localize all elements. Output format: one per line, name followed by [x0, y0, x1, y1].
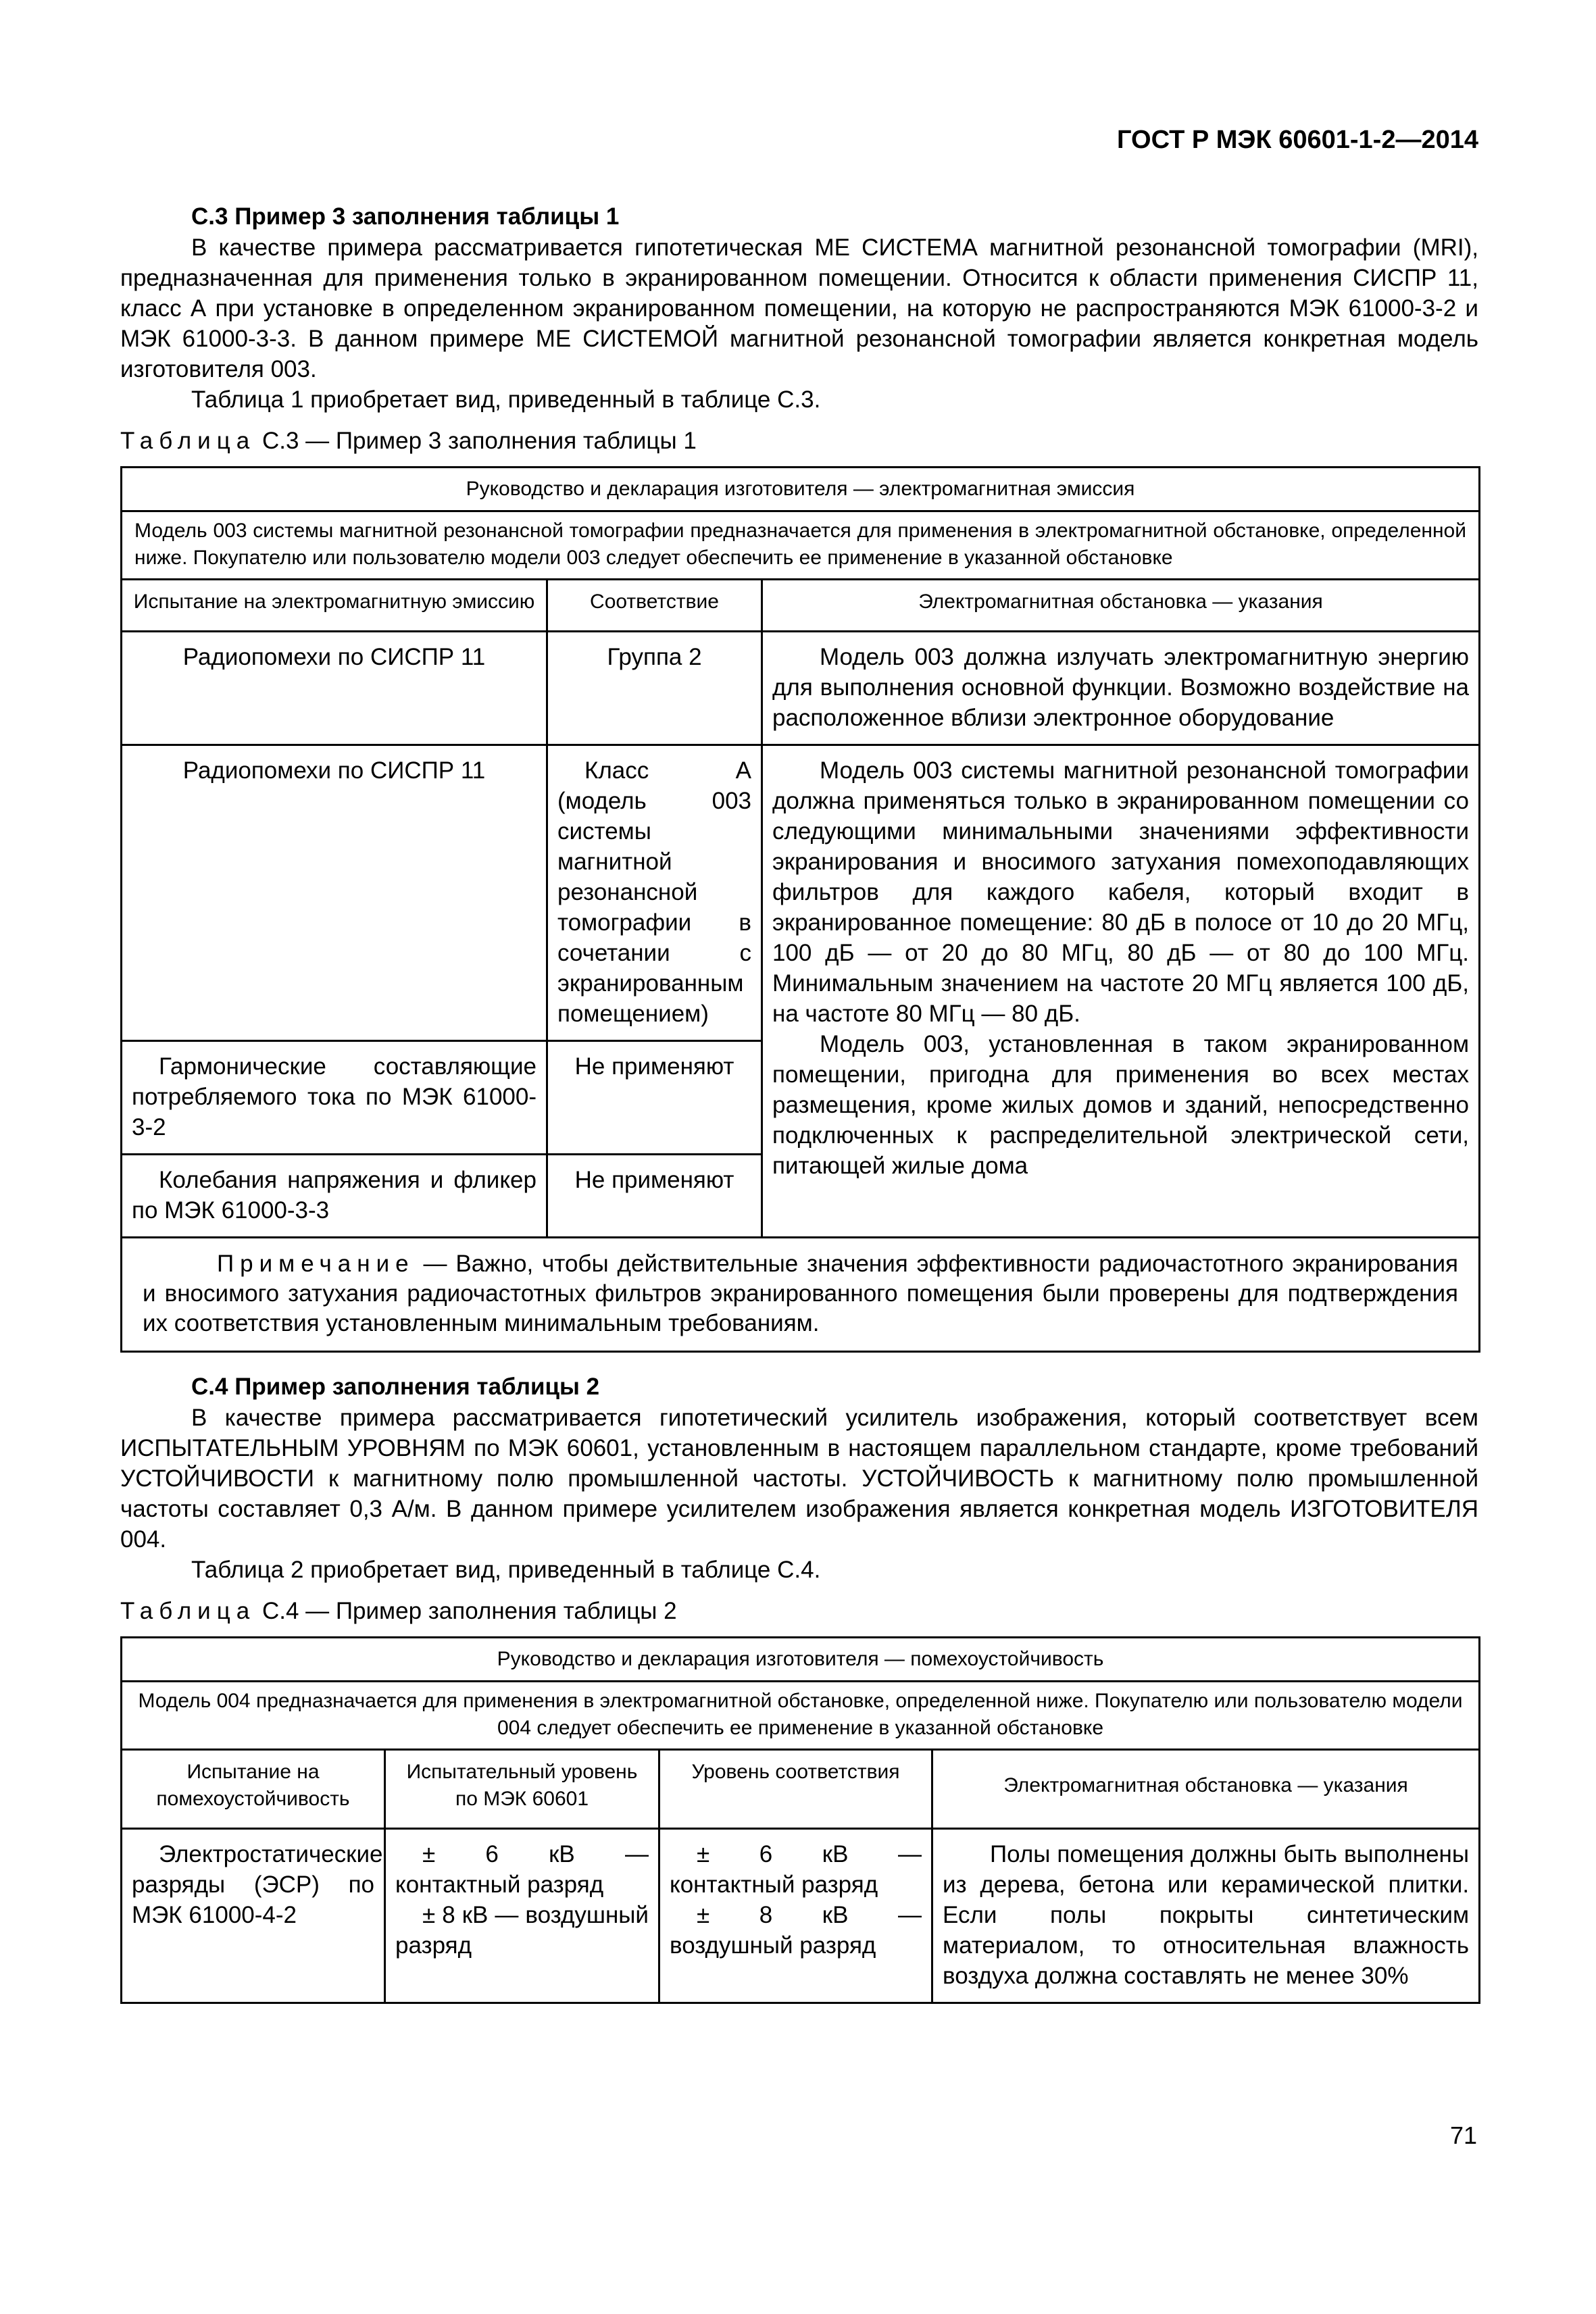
- note-text: — Важно, чтобы действительные значения эффективности радиочастотного экранирования и вносимого затухания радиочастотных фильтров экранированного помещения были проверены для подтверждения их соответствия установленным минимальным требованиям.: [143, 1251, 1459, 1336]
- table-header-row: [122, 1750, 1480, 1829]
- table-intro: Модель 004 предназначается для применения в электромагнитной обстановке, определенной ниже. Покупателю или пользователю модели 004 следует обеспечить ее применение в указанной обстановке: [122, 1682, 1480, 1750]
- paragraph: Таблица 2 приобретает вид, приведенный в таблице С.4.: [191, 1557, 821, 1583]
- caption-word: Таблица: [120, 1598, 256, 1624]
- column-header: Испытание на электромагнитную эмиссию: [122, 580, 547, 632]
- table-cell: [385, 1829, 659, 2003]
- table-title-row: [122, 1638, 1480, 1682]
- table-note-row: [122, 1238, 1480, 1352]
- paragraph: В качестве примера рассматривается гипотетический усилитель изображения, который соответствует всем ИСПЫТАТЕЛЬНЫМ УРОВНЯМ по МЭК 60601, установленным в настоящем параллельном стандарте, кроме требований УСТОЙЧИВОСТИ к магнитному полю промышленной частоты. УСТОЙЧИВОСТЬ к магнитному полю промышленной частоты составляет 0,3 А/м. В данном примере усилителем изображения является конкретная модель ИЗГОТОВИТЕЛЯ 004.: [120, 1405, 1478, 1553]
- table-cell: Полы помещения должны быть выполнены из дерева, бетона или керамической плитки. Если полы покрыты синтетическим материалом, то относительная влажность воздуха должна составлять не менее 30%: [932, 1829, 1480, 2003]
- column-header: Соответствие: [547, 580, 762, 632]
- test-level-line: ± 8 кВ — воздушный разряд: [395, 1902, 649, 1959]
- table-caption-c3: [120, 426, 1478, 457]
- table-caption-c4: [120, 1596, 1478, 1627]
- table-row: [122, 745, 1480, 1041]
- table-cell: [659, 1829, 932, 2003]
- table-cell: Группа 2: [547, 632, 762, 745]
- table-c3: [120, 466, 1480, 1353]
- caption-word: Таблица: [120, 428, 256, 454]
- paragraph: В качестве примера рассматривается гипотетическая МЕ СИСТЕМА магнитной резонансной томографии (MRI), предназначенная для применения только в экранированном помещении. Относится к области применения СИСПР 11, класс А при установке в определенном экранированном помещении, на которую не распространяются МЭК 61000-3-2 и МЭК 61000-3-3. В данном примере МЕ СИСТЕМОЙ магнитной резонансной томографии является конкретная модель изготовителя 003.: [120, 234, 1478, 382]
- table-title: Руководство и декларация изготовителя — электромагнитная эмиссия: [122, 468, 1480, 511]
- column-header: Электромагнитная обстановка — указания: [762, 580, 1480, 632]
- column-header: Испытание на помехоустойчивость: [122, 1750, 385, 1829]
- test-level-line: ± 6 кВ — контактный разряд: [395, 1841, 649, 1898]
- table-cell: Радиопомехи по СИСПР 11: [122, 745, 547, 1041]
- compliance-line: ± 6 кВ — контактный разряд: [670, 1841, 922, 1898]
- caption-text: С.4 — Пример заполнения таблицы 2: [255, 1598, 677, 1624]
- table-intro-row: [122, 1682, 1480, 1750]
- guidance-paragraph: Модель 003 системы магнитной резонансной томографии должна применяться только в экранированном помещении со следующими минимальными значениями эффективности экранирования и вносимого затухания помехоподавляющих фильтров для каждого кабеля, который входит в экранированное помещение: 80 дБ в полосе от 10 до 20 МГц, 100 дБ — от 20 до 80 МГц, 80 дБ — от 80 до 100 МГц. Минимальным значением на частоте 20 МГц является 100 дБ, на частоте 80 МГц — 80 дБ.: [772, 757, 1470, 1027]
- table-cell: Электростатические разряды (ЭСР) по МЭК 61000-4-2: [122, 1829, 385, 2003]
- table-cell: Радиопомехи по СИСПР 11: [122, 632, 547, 745]
- compliance-line: ± 8 кВ — воздушный разряд: [670, 1902, 922, 1959]
- table-cell: Модель 003 должна излучать электромагнитную энергию для выполнения основной функции. Возможно воздействие на расположенное вблизи электронное оборудование: [762, 632, 1480, 745]
- column-header: Уровень соответствия: [659, 1750, 932, 1829]
- table-title: Руководство и декларация изготовителя — помехоустойчивость: [122, 1638, 1480, 1682]
- paragraph: Таблица 1 приобретает вид, приведенный в таблице С.3.: [191, 386, 821, 413]
- table-cell-merged: [762, 745, 1480, 1238]
- caption-text: С.3 — Пример 3 заполнения таблицы 1: [255, 428, 697, 454]
- table-note: [122, 1238, 1480, 1352]
- table-row: [122, 1829, 1480, 2003]
- guidance-paragraph: Модель 003, установленная в таком экранированном помещении, пригодна для применения во всех местах размещения, кроме жилых домов и зданий, непосредственно подключенных к распределительной электрической сети, питающей жилые дома: [772, 1031, 1470, 1179]
- column-header: Испытательный уровень по МЭК 60601: [385, 1750, 659, 1829]
- table-c4: [120, 1636, 1480, 2004]
- table-cell: Гармонические составляющие потребляемого тока по МЭК 61000-3-2: [122, 1041, 547, 1155]
- table-intro: Модель 003 системы магнитной резонансной томографии предназначается для применения в электромагнитной обстановке, определенной ниже. Покупателю или пользователю модели 003 следует обеспечить ее применение в указанной обстановке: [122, 511, 1480, 580]
- table-cell: Колебания напряжения и фликер по МЭК 61000-3-3: [122, 1155, 547, 1238]
- note-word: Примечание: [217, 1251, 415, 1277]
- section-title-c4: С.4 Пример заполнения таблицы 2: [191, 1374, 600, 1400]
- column-header: Электромагнитная обстановка — указания: [932, 1750, 1480, 1829]
- table-title-row: [122, 468, 1480, 511]
- page-number: 71: [1449, 2121, 1477, 2149]
- table-header-row: [122, 580, 1480, 632]
- table-cell: Не применяют: [547, 1041, 762, 1155]
- table-row: [122, 632, 1480, 745]
- page-content: [120, 115, 1478, 2004]
- table-cell: Класс А (модель 003 системы магнитной резонансной томографии в сочетании с экранированным помещением): [547, 745, 762, 1041]
- table-intro-row: [122, 511, 1480, 580]
- table-cell: Не применяют: [547, 1155, 762, 1238]
- document-header: ГОСТ Р МЭК 60601-1-2—2014: [1117, 126, 1478, 154]
- section-title-c3: С.3 Пример 3 заполнения таблицы 1: [191, 203, 620, 230]
